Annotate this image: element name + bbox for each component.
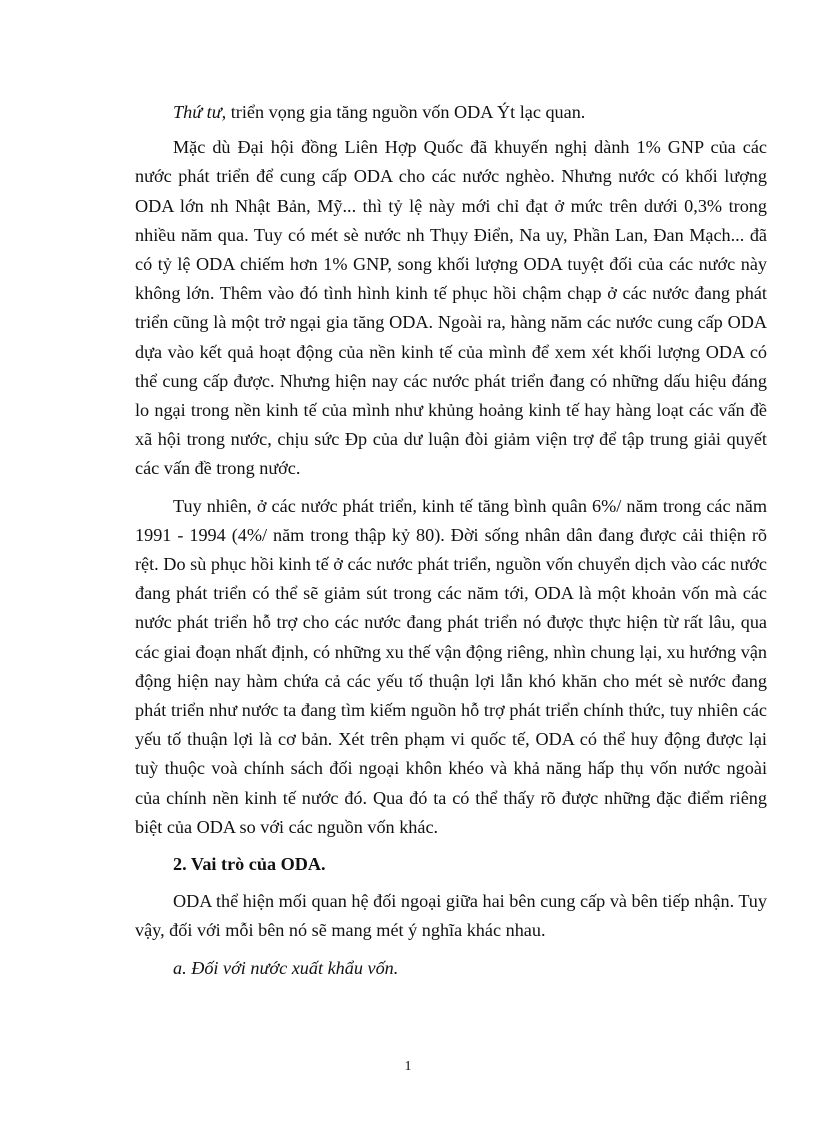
intro-label: Thứ tư, (173, 102, 227, 122)
page-number: 1 (404, 1059, 412, 1074)
subheading: a. Đối với nước xuất khẩu vốn. (173, 957, 399, 978)
section-paragraph: ODA thể hiện mối quan hệ đối ngoại giữa hai bên cung cấp và bên tiếp nhận. Tuy vậy, đối với mỗi bên nó sẽ mang mét ý nghĩa khác nhau. (135, 891, 767, 941)
document-body (135, 98, 767, 991)
intro-text: triển vọng gia tăng nguồn vốn ODA Ýt lạc quan. (226, 102, 586, 122)
body-paragraph-2: Tuy nhiên, ở các nước phát triển, kinh tế tăng bình quân 6%/ năm trong các năm 1991 - 1994 (4%/ năm trong thập kỷ 80). Đời sống nhân dân đang được cải thiện rõ rệt. Do sù phục hồi kinh tế ở các nước phát triển, nguồn vốn chuyển dịch vào các nước đang phát triển có thể sẽ giảm sút trong các năm tới, ODA là một khoản vốn mà các nước phát triển hỗ trợ cho các nước đang phát triển nó được thực hiện từ rất lâu, qua các giai đoạn nhất định, có những xu thế vận động riêng, nhìn chung lại, xu hướng vận động hiện nay hàm chứa cả các yếu tố thuận lợi lẫn khó khăn cho mét sè nước đang phát triển như nước ta đang tìm kiếm nguồn hỗ trợ phát triển chính thức, tuy nhiên các yếu tố thuận lợi là cơ bản. Xét trên phạm vi quốc tế, ODA có thể huy động được lại tuỳ thuộc voà chính sách đối ngoại khôn khéo và khả năng hấp thụ vốn nước ngoài của chính nền kinh tế nước đó. Qua đó ta có thể thấy rõ được những đặc điểm riêng biệt của ODA so với các nguồn vốn khác. (135, 495, 767, 837)
body-paragraph-1: Mặc dù Đại hội đồng Liên Hợp Quốc đã khuyến nghị dành 1% GNP của các nước phát triển để cung cấp ODA cho các nước nghèo. Nhưng nước có khối lượng ODA lớn nh Nhật Bản, Mỹ... thì tỷ lệ này mới chỉ đạt ở mức trên dưới 0,3% trong nhiều năm qua. Tuy có mét sè nước nh Thụy Điển, Na uy, Phần Lan, Đan Mạch... đã có tỷ lệ ODA chiếm hơn 1% GNP, song khối lượng ODA tuyệt đối của các nước này không lớn. Thêm vào đó tình hình kinh tế phục hồi chậm chạp ở các nước đang phát triển cũng là một trở ngại gia tăng ODA. Ngoài ra, hàng năm các nước cung cấp ODA dựa vào kết quả hoạt động của nền kinh tế của mình để xem xét khối lượng ODA có thể cung cấp được. Nhưng hiện nay các nước phát triển đang có những dấu hiệu đáng lo ngại trong nền kinh tế của mình như khủng hoảng kinh tế hay hàng loạt các vấn đề xã hội trong nước, chịu sức Ðp của dư luận đòi giảm viện trợ để tập trung giải quyết các vấn đề trong nước. (135, 137, 767, 479)
section-heading: 2. Vai trò của ODA. (173, 854, 326, 875)
intro-paragraph (135, 98, 767, 127)
